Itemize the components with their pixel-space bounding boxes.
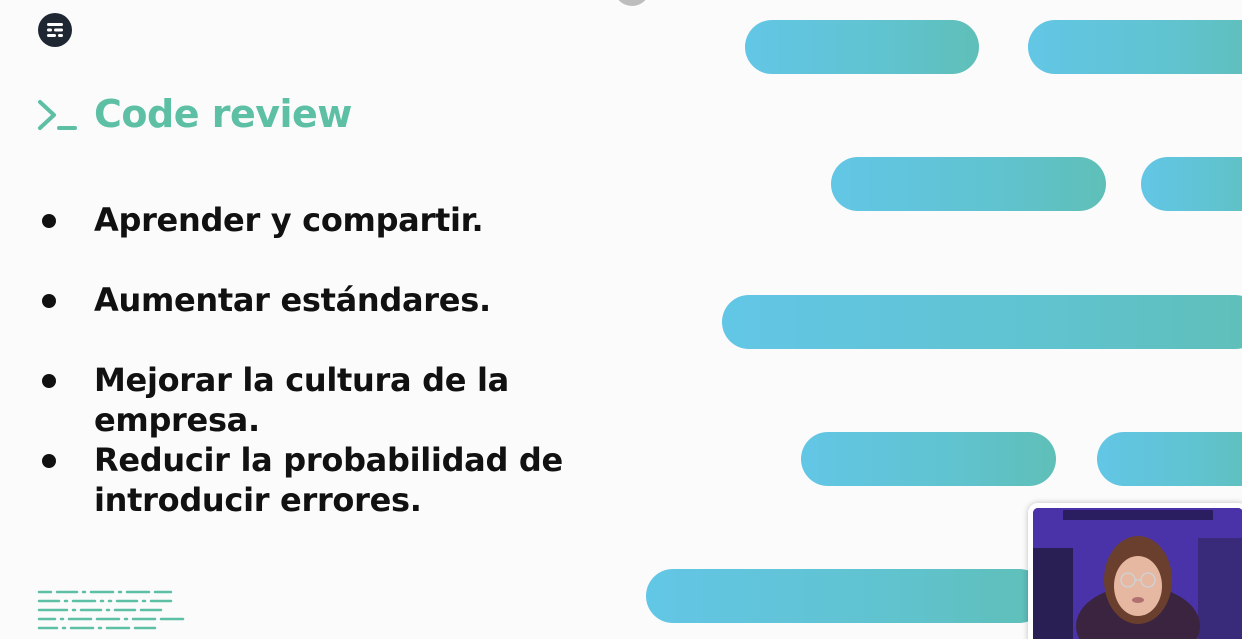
decorative-bar: [1141, 157, 1242, 211]
recording-indicator: [614, 0, 650, 6]
slide-title: Code review: [94, 92, 352, 136]
bullet-text: Aprender y compartir.: [94, 201, 484, 239]
terminal-prompt-icon: [37, 99, 79, 137]
bullet-text: Reducir la probabilidad de introducir errores.: [94, 441, 563, 519]
bullet-item: [40, 360, 680, 440]
decorative-bar: [646, 569, 1046, 623]
dash-pattern-decoration: [37, 588, 187, 639]
webcam-overlay: [1028, 503, 1242, 639]
decorative-bar: [831, 157, 1106, 211]
platform-logo-icon: [38, 13, 72, 47]
bullet-dot-icon: [42, 374, 56, 388]
presenter-video-icon: [1033, 508, 1242, 639]
bullet-dot-icon: [42, 454, 56, 468]
decorative-bar: [722, 295, 1242, 349]
bullet-dot-icon: [42, 214, 56, 228]
decorative-bar: [801, 432, 1056, 486]
bullet-item: [40, 200, 680, 240]
bullet-item: [40, 440, 680, 520]
decorative-bar: [745, 20, 979, 74]
bullet-item: [40, 280, 680, 320]
bullet-text: Mejorar la cultura de la empresa.: [94, 361, 509, 439]
bullet-text: Aumentar estándares.: [94, 281, 491, 319]
decorative-bar: [1028, 20, 1242, 74]
bullet-dot-icon: [42, 294, 56, 308]
decorative-bar: [1097, 432, 1242, 486]
